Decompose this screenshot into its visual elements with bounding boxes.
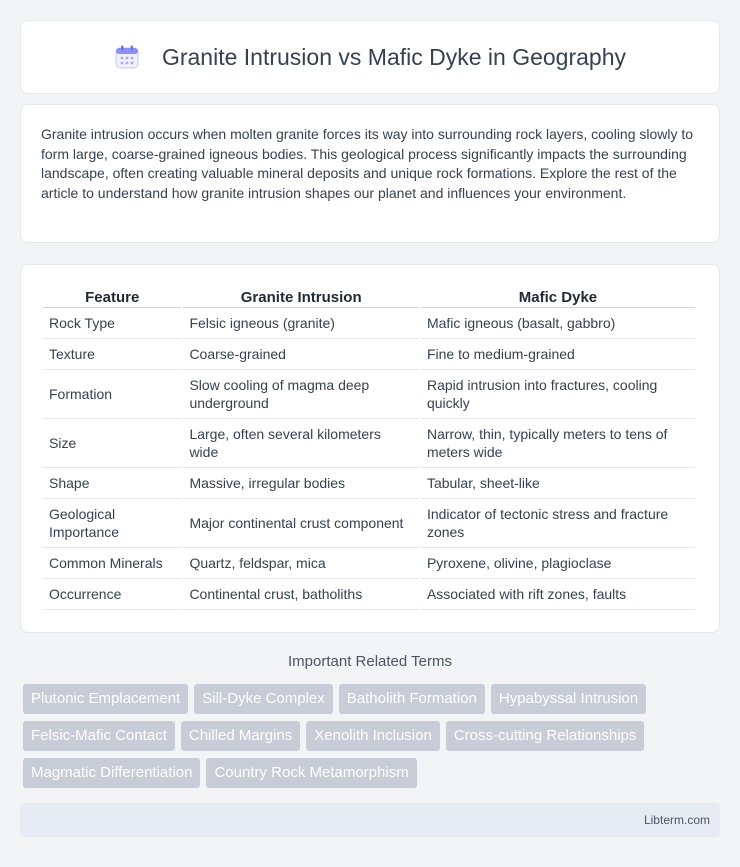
related-term-tag[interactable]: Country Rock Metamorphism — [206, 758, 416, 788]
footer — [20, 803, 720, 837]
header-mafic-dyke: Mafic Dyke — [421, 285, 695, 308]
page-title: Granite Intrusion vs Mafic Dyke in Geography — [161, 43, 627, 70]
cell-feature: Common Minerals — [43, 548, 181, 579]
cell-mafic: Associated with rift zones, faults — [421, 579, 695, 610]
related-term-tag[interactable]: Hypabyssal Intrusion — [491, 684, 646, 714]
table-row — [43, 339, 695, 370]
cell-feature: Geological Importance — [43, 499, 181, 548]
comparison-card — [20, 264, 720, 633]
cell-feature: Shape — [43, 468, 181, 499]
related-terms-title: Important Related Terms — [288, 653, 452, 670]
cell-feature: Occurrence — [43, 579, 181, 610]
cell-granite: Major continental crust component — [183, 499, 419, 548]
table-row — [43, 468, 695, 499]
related-terms-list — [20, 684, 720, 788]
cell-granite: Continental crust, batholiths — [183, 579, 419, 610]
table-row — [43, 579, 695, 610]
cell-mafic: Narrow, thin, typically meters to tens of meters wide — [421, 419, 695, 468]
cell-mafic: Rapid intrusion into fractures, cooling quickly — [421, 370, 695, 419]
table-row — [43, 499, 695, 548]
intro-text: Granite intrusion occurs when molten granite forces its way into surrounding rock layers, cooling slowly to form large, coarse-grained igneous bodies. This geological process significantly impacts the surrounding landscape, often creating valuable mineral deposits and unique rock formations. Explore the rest of the article to understand how granite intrusion shapes our planet and influences your environment. — [41, 126, 694, 201]
related-term-tag[interactable]: Cross-cutting Relationships — [446, 721, 645, 751]
cell-feature: Rock Type — [43, 308, 181, 339]
related-term-tag[interactable]: Xenolith Inclusion — [306, 721, 440, 751]
header-card — [20, 20, 720, 94]
cell-mafic: Tabular, sheet-like — [421, 468, 695, 499]
header-feature: Feature — [43, 285, 181, 308]
related-term-tag[interactable]: Sill-Dyke Complex — [194, 684, 333, 714]
cell-feature: Size — [43, 419, 181, 468]
cell-feature: Texture — [43, 339, 181, 370]
cell-granite: Felsic igneous (granite) — [183, 308, 419, 339]
related-term-tag[interactable]: Plutonic Emplacement — [23, 684, 188, 714]
cell-granite: Coarse-grained — [183, 339, 419, 370]
header-granite-intrusion: Granite Intrusion — [183, 285, 419, 308]
calendar-icon — [114, 44, 140, 70]
comparison-table — [41, 285, 697, 610]
table-row — [43, 370, 695, 419]
footer-site-link[interactable]: Libterm.com — [643, 813, 710, 827]
cell-granite: Large, often several kilometers wide — [183, 419, 419, 468]
table-row — [43, 308, 695, 339]
cell-feature: Formation — [43, 370, 181, 419]
related-term-tag[interactable]: Magmatic Differentiation — [23, 758, 200, 788]
cell-mafic: Mafic igneous (basalt, gabbro) — [421, 308, 695, 339]
intro-card — [20, 104, 720, 243]
related-term-tag[interactable]: Chilled Margins — [181, 721, 300, 751]
cell-mafic: Indicator of tectonic stress and fracture zones — [421, 499, 695, 548]
table-row — [43, 419, 695, 468]
cell-mafic: Fine to medium-grained — [421, 339, 695, 370]
table-header-row — [43, 285, 695, 308]
cell-granite: Massive, irregular bodies — [183, 468, 419, 499]
cell-granite: Quartz, feldspar, mica — [183, 548, 419, 579]
cell-granite: Slow cooling of magma deep underground — [183, 370, 419, 419]
table-row — [43, 548, 695, 579]
related-term-tag[interactable]: Felsic-Mafic Contact — [23, 721, 175, 751]
cell-mafic: Pyroxene, olivine, plagioclase — [421, 548, 695, 579]
related-term-tag[interactable]: Batholith Formation — [339, 684, 485, 714]
